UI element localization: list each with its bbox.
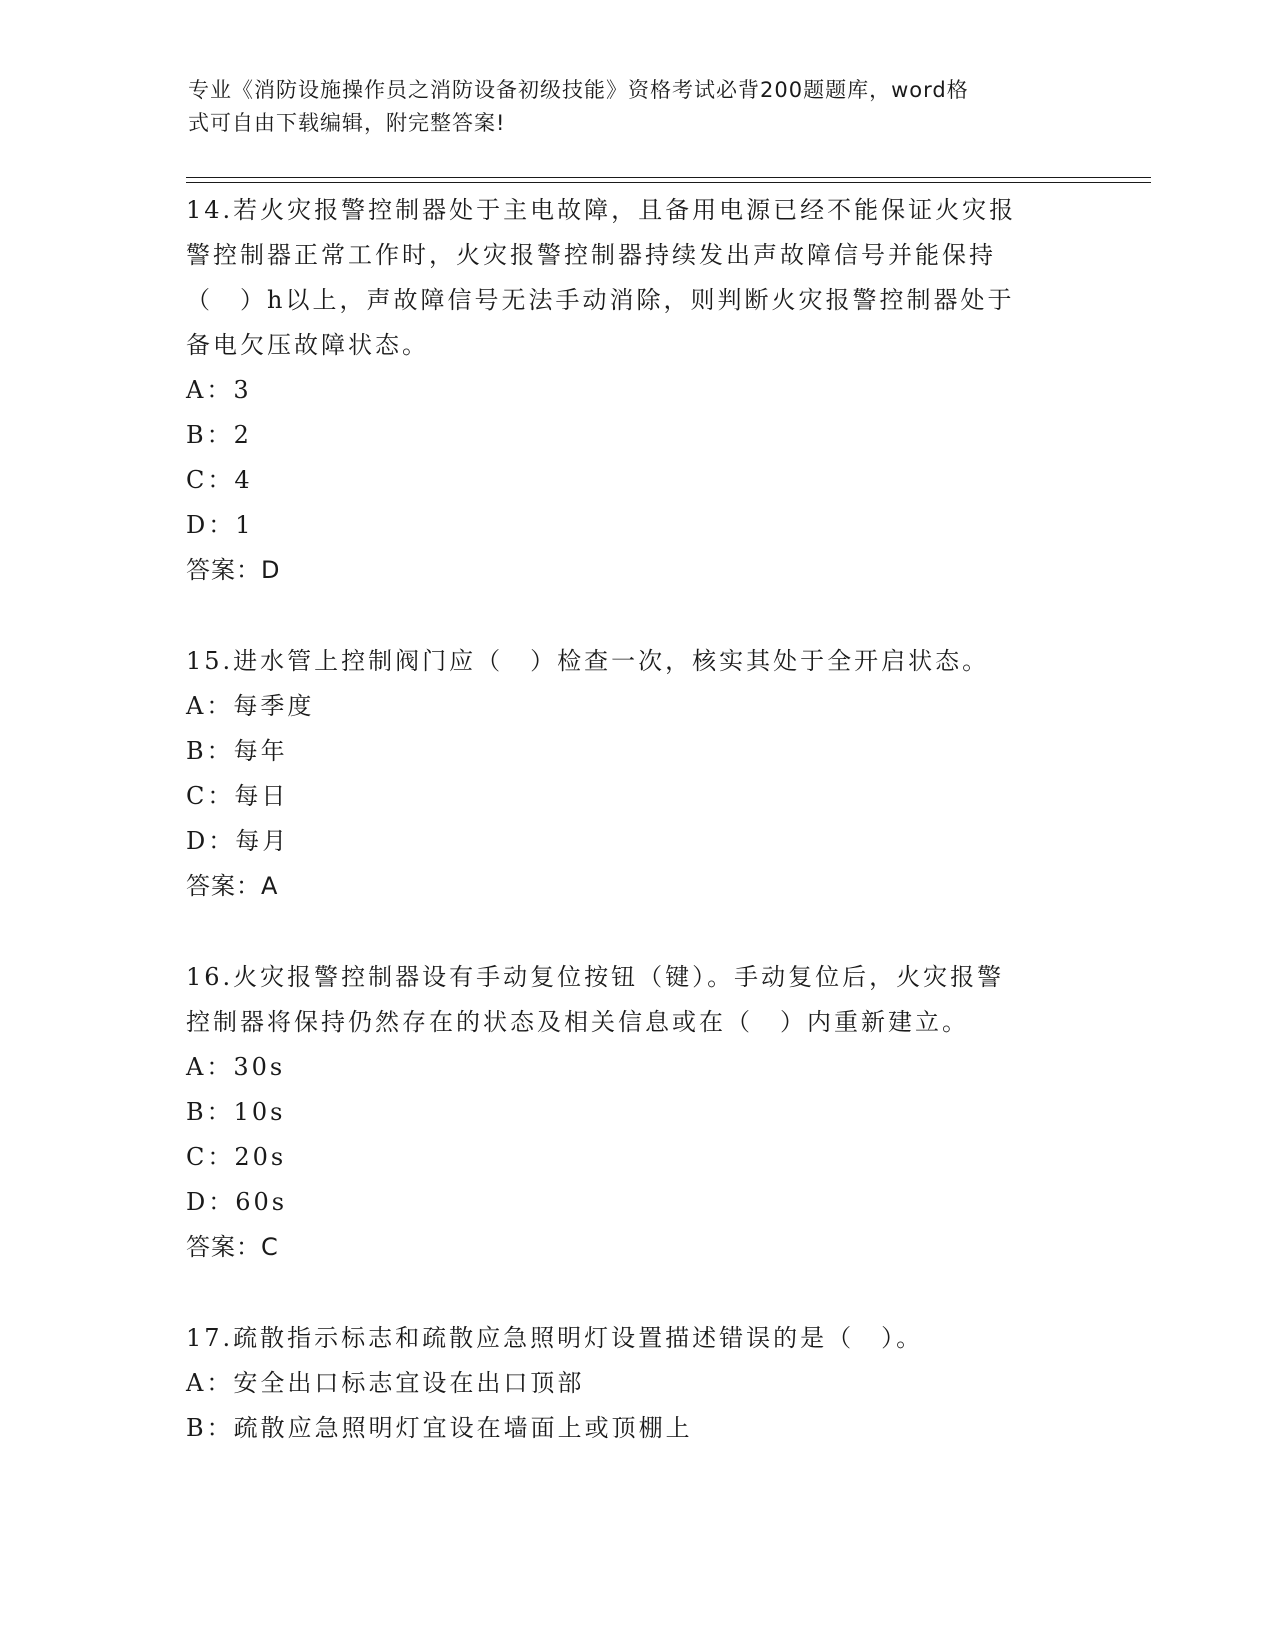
answer: 答案：C — [186, 1233, 279, 1261]
header-divider-bottom — [186, 182, 1151, 183]
question-line: 警控制器正常工作时，火灾报警控制器持续发出声故障信号并能保持 — [186, 241, 996, 269]
option-a: A：3 — [186, 376, 252, 404]
option-a: A：每季度 — [186, 692, 315, 720]
spacer — [186, 593, 1086, 639]
question-line: 17.疏散指示标志和疏散应急照明灯设置描述错误的是（ ）。 — [186, 1324, 924, 1352]
option-b: B：2 — [186, 421, 252, 449]
answer: 答案：D — [186, 556, 281, 584]
option-c: C：每日 — [186, 782, 289, 810]
header-line-2: 式可自由下载编辑，附完整答案! — [188, 111, 506, 135]
answer: 答案：A — [186, 872, 279, 900]
spacer — [186, 909, 1086, 955]
question-line: 15.进水管上控制阀门应（ ）检查一次，核实其处于全开启状态。 — [186, 647, 990, 675]
option-c: C：4 — [186, 466, 253, 494]
question-text — [186, 639, 1086, 684]
question-text — [186, 188, 1086, 368]
question-list — [186, 188, 1086, 1451]
option-b: B：每年 — [186, 737, 288, 765]
option-c: C：20s — [186, 1143, 287, 1171]
question-14 — [186, 188, 1086, 593]
option-d: D：1 — [186, 511, 254, 539]
header-divider-top — [186, 177, 1151, 178]
question-text — [186, 1316, 1086, 1361]
question-line: 14.若火灾报警控制器处于主电故障，且备用电源已经不能保证火灾报 — [186, 196, 1017, 224]
option-b: B：疏散应急照明灯宜设在墙面上或顶棚上 — [186, 1414, 693, 1442]
question-17 — [186, 1316, 1086, 1451]
option-d: D：60s — [186, 1188, 288, 1216]
question-line: （ ）h以上，声故障信号无法手动消除，则判断火灾报警控制器处于 — [186, 286, 1015, 314]
spacer — [186, 1270, 1086, 1316]
header-line-1: 专业《消防设施操作员之消防设备初级技能》资格考试必背200题题库，word格 — [188, 78, 969, 102]
question-text — [186, 955, 1086, 1045]
question-line: 16.火灾报警控制器设有手动复位按钮（键）。手动复位后，火灾报警 — [186, 963, 1005, 991]
option-d: D：每月 — [186, 827, 290, 855]
question-15 — [186, 639, 1086, 909]
question-line: 备电欠压故障状态。 — [186, 331, 429, 359]
option-a: A：30s — [186, 1053, 286, 1081]
question-16 — [186, 955, 1086, 1270]
document-header — [188, 74, 1068, 140]
option-b: B：10s — [186, 1098, 286, 1126]
option-a: A：安全出口标志宜设在出口顶部 — [186, 1369, 585, 1397]
question-line: 控制器将保持仍然存在的状态及相关信息或在（ ）内重新建立。 — [186, 1008, 969, 1036]
